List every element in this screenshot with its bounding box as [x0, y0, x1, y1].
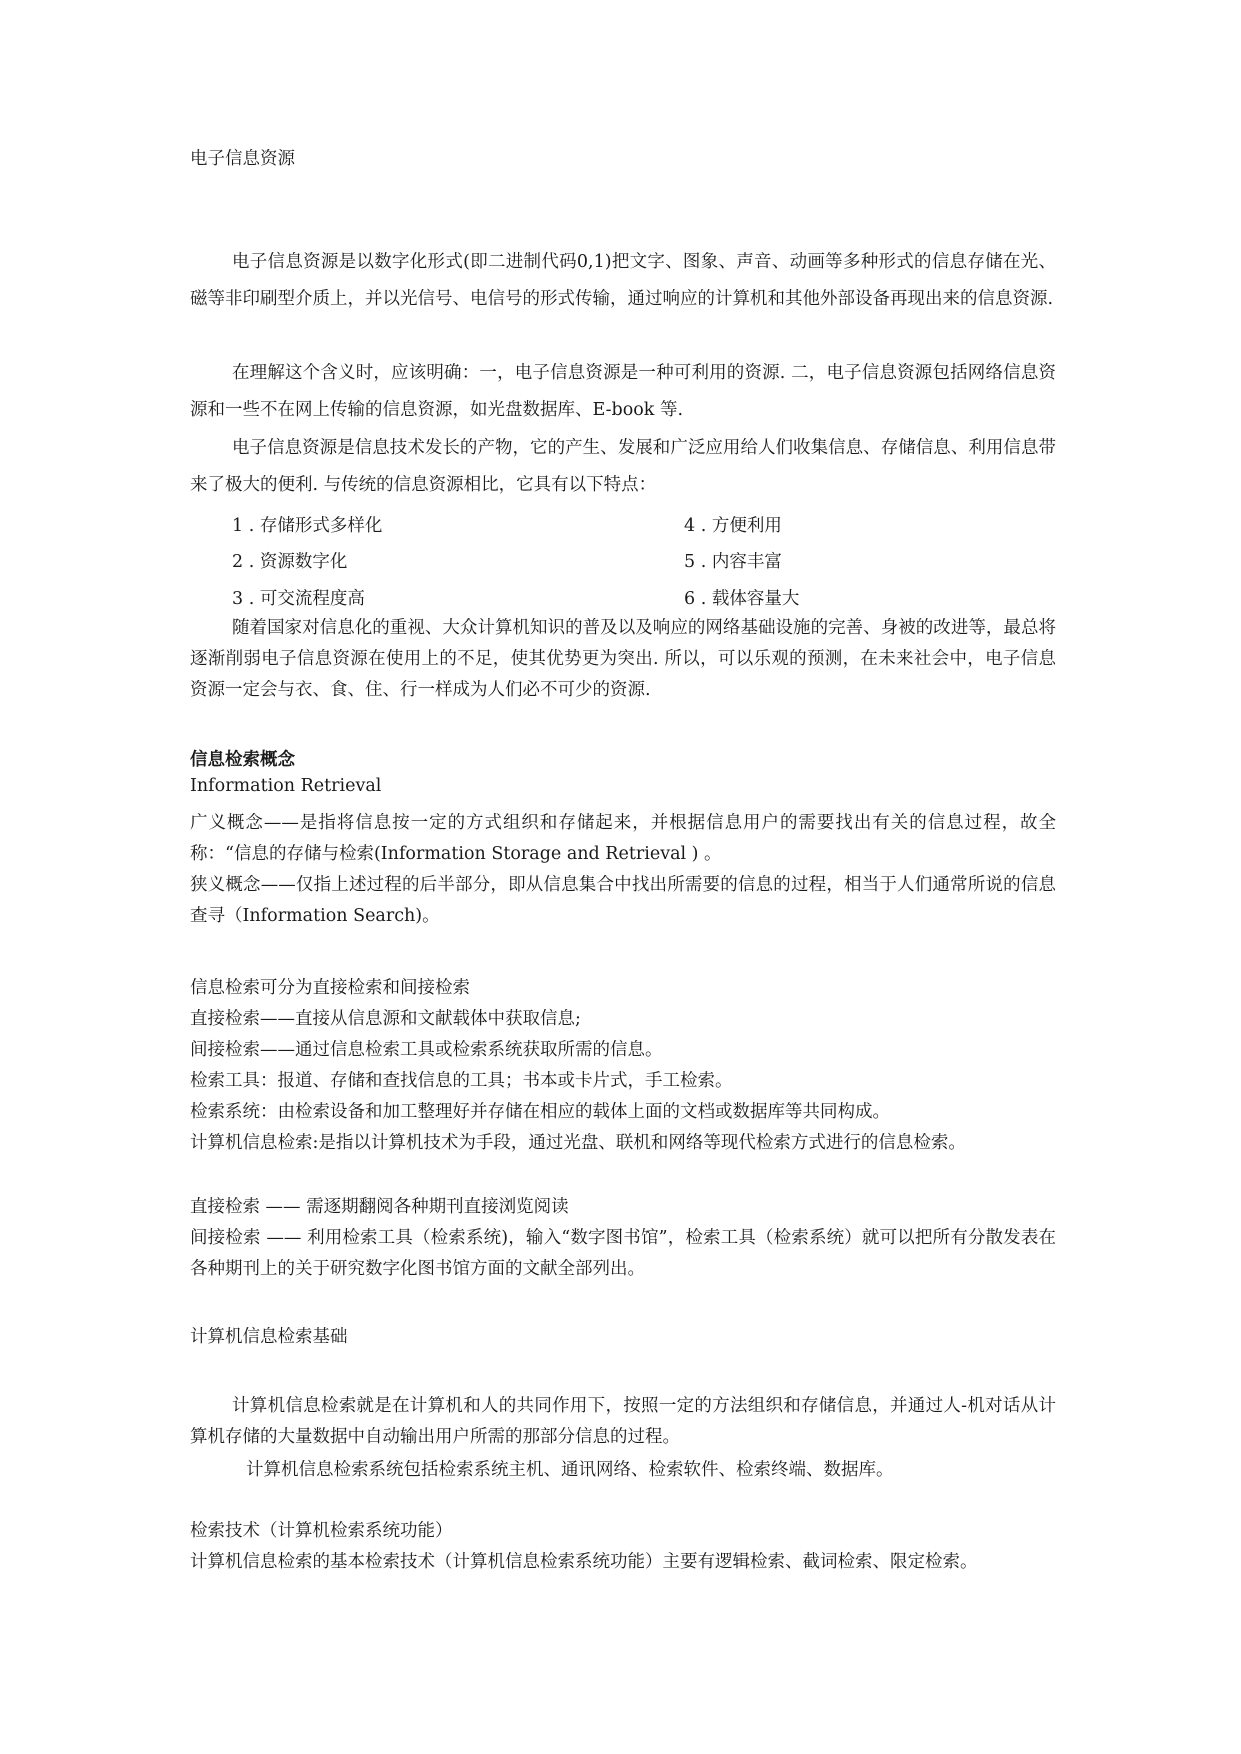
line-retrieval-techniques: 计算机信息检索的基本检索技术（计算机信息检索系统功能）主要有逻辑检索、截词检索、限定检索。: [190, 1552, 978, 1572]
paragraph-indirect-retrieval-example: 间接检索 —— 利用检索工具（检索系统)，输入“数字图书馆”，检索工具（检索系统）就可以把所有分散发表在各种期刊上的关于研究数字化图书馆方面的文献全部列出。: [190, 1228, 1056, 1279]
english-term: Information Retrieval: [190, 776, 382, 796]
paragraph-narrow-concept: 狭义概念——仅指上述过程的后半部分，即从信息集合中找出所需要的信息的过程，相当于人们通常所说的信息查寻（Information Search)。: [190, 875, 1056, 926]
line-indirect-retrieval: 间接检索——通过信息检索工具或检索系统获取所需的信息。: [190, 1040, 663, 1060]
heading-computer-retrieval-basis: 计算机信息检索基础: [190, 1327, 348, 1347]
paragraph-understanding: 在理解这个含义时，应该明确：一，电子信息资源是一种可利用的资源. 二，电子信息资源包括网络信息资源和一些不在网上传输的信息资源，如光盘数据库、E-book 等.: [190, 363, 1056, 420]
feature-item: 6 . 载体容量大: [684, 589, 800, 609]
heading-retrieval-technology: 检索技术（计算机检索系统功能）: [190, 1521, 453, 1541]
feature-item: 5 . 内容丰富: [684, 552, 782, 572]
line-retrieval-types: 信息检索可分为直接检索和间接检索: [190, 978, 470, 998]
paragraph-definition: 电子信息资源是以数字化形式(即二进制代码0,1)把文字、图象、声音、动画等多种形式的信息存储在光、磁等非印刷型介质上，并以光信号、电信号的形式传输，通过响应的计算机和其他外部设备再现出来的信息资源.: [190, 252, 1056, 309]
paragraph-features-intro: 电子信息资源是信息技术发长的产物，它的产生、发展和广泛应用给人们收集信息、存储信息、利用信息带来了极大的便利. 与传统的信息资源相比，它具有以下特点：: [190, 438, 1056, 495]
paragraph-broad-concept: 广义概念——是指将信息按一定的方式组织和存储起来，并根据信息用户的需要找出有关的信息过程，故全称：“信息的存储与检索(Information Storage and Retrieval ) 。: [190, 813, 1056, 864]
line-direct-retrieval: 直接检索——直接从信息源和文献载体中获取信息;: [190, 1009, 581, 1029]
paragraph-outlook: 随着国家对信息化的重视、大众计算机知识的普及以及响应的网络基础设施的完善、身被的改进等，最总将逐渐削弱电子信息资源在使用上的不足，使其优势更为突出. 所以，可以乐观的预测，在未来社会中，电子信息资源一定会与衣、食、住、行一样成为人们必不可少的资源.: [190, 618, 1056, 700]
feature-item: 3 . 可交流程度高: [232, 589, 365, 609]
feature-item: 4 . 方便利用: [684, 516, 782, 536]
line-retrieval-system-components: 计算机信息检索系统包括检索系统主机、通讯网络、检索软件、检索终端、数据库。: [246, 1460, 894, 1480]
feature-item: 2 . 资源数字化: [232, 552, 348, 572]
line-retrieval-system: 检索系统：由检索设备和加工整理好并存储在相应的载体上面的文档或数据库等共同构成。: [190, 1102, 890, 1122]
heading-retrieval-concept: 信息检索概念: [190, 750, 295, 770]
document-page: [190, 0, 1056, 1754]
section-title-electronic-resources: 电子信息资源: [190, 149, 295, 169]
line-computer-retrieval: 计算机信息检索:是指以计算机技术为手段，通过光盘、联机和网络等现代检索方式进行的信息检索。: [190, 1133, 966, 1153]
line-direct-retrieval-example: 直接检索 —— 需逐期翻阅各种期刊直接浏览阅读: [190, 1197, 569, 1217]
paragraph-computer-retrieval-definition: 计算机信息检索就是在计算机和人的共同作用下，按照一定的方法组织和存储信息，并通过人-机对话从计算机存储的大量数据中自动输出用户所需的那部分信息的过程。: [190, 1396, 1056, 1447]
line-retrieval-tool: 检索工具：报道、存储和查找信息的工具；书本或卡片式，手工检索。: [190, 1071, 733, 1091]
feature-item: 1 . 存储形式多样化: [232, 516, 383, 536]
